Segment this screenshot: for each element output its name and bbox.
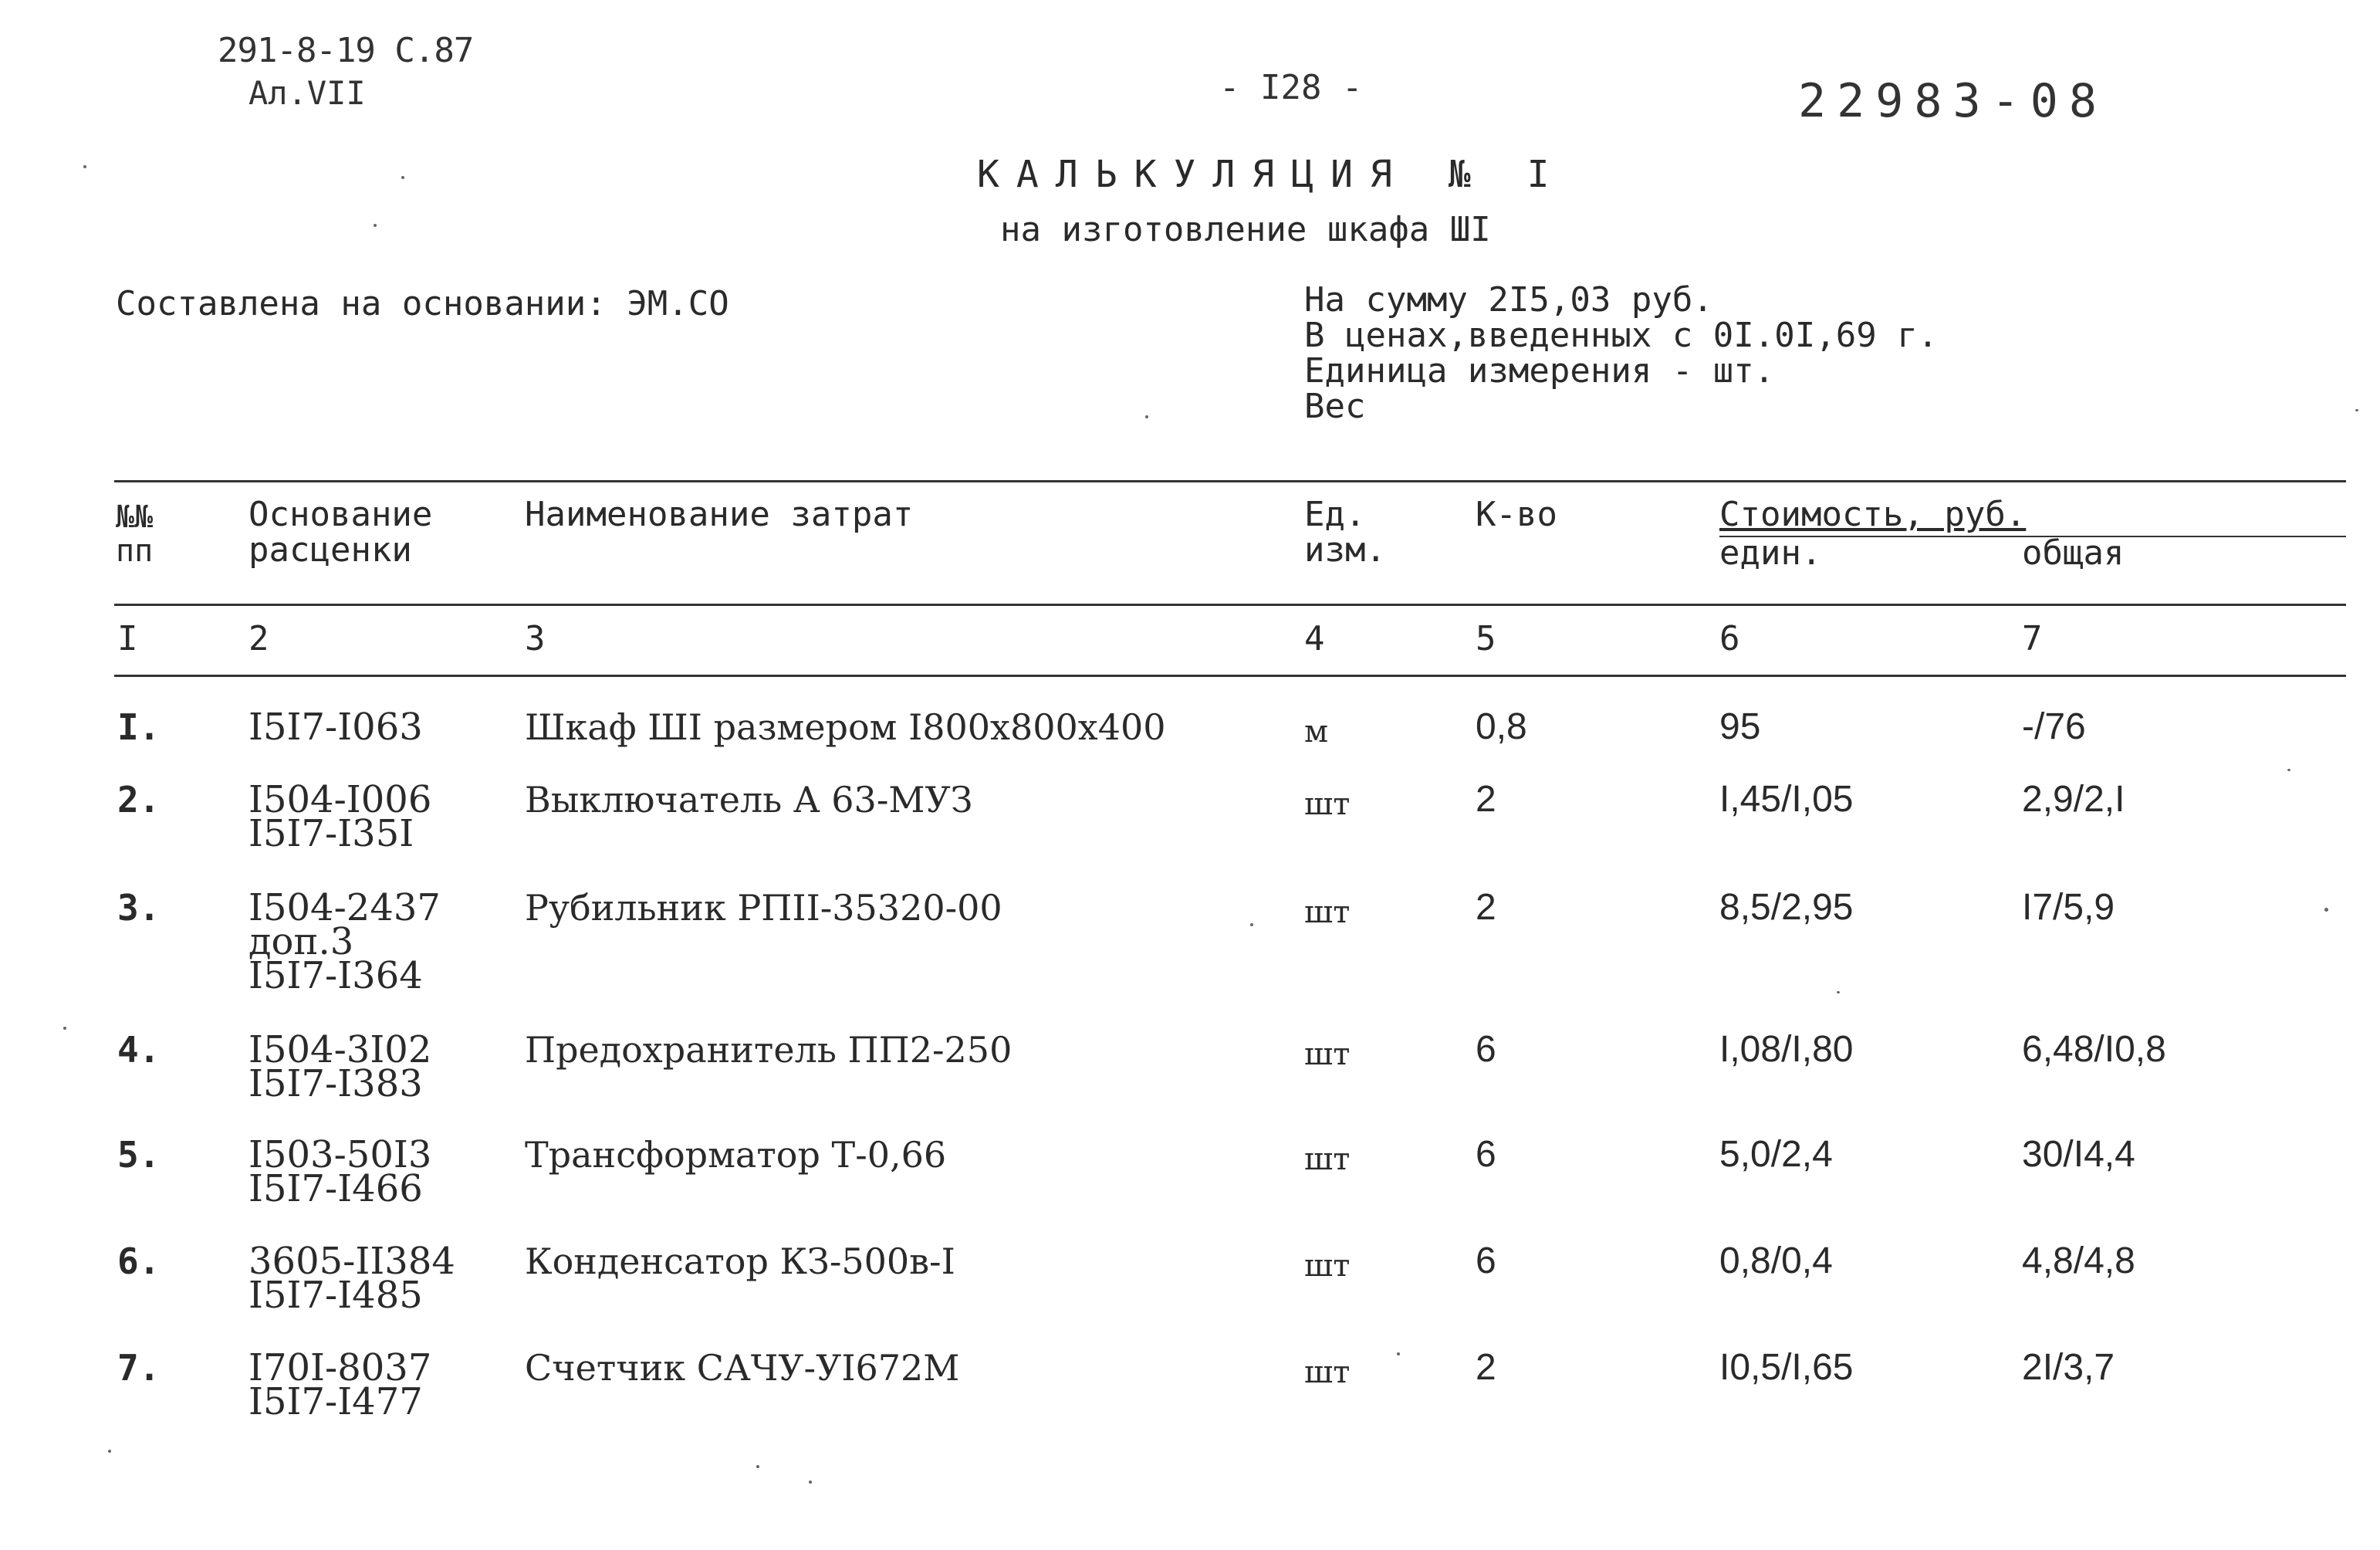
row-unit: шт (1304, 1142, 1351, 1177)
row-unit-cost: I0,5/I,65 (1719, 1347, 1854, 1388)
scan-speck (2287, 769, 2290, 771)
compiled-basis: Составлена на основании: ЭМ.СО (116, 284, 729, 323)
row-unit: шт (1304, 1355, 1351, 1390)
row-name: Трансформатор Т-0,66 (525, 1134, 947, 1176)
basis-code: I504-3I02 (248, 1028, 432, 1071)
header-num-line2: пп (116, 533, 154, 569)
column-number: 2 (248, 619, 269, 658)
scan-speck (401, 176, 404, 179)
row-unit: шт (1304, 895, 1351, 930)
scan-speck (63, 1027, 66, 1030)
basis-code: I70I-8037 (248, 1346, 432, 1389)
scan-speck (108, 1450, 111, 1453)
row-unit: м (1304, 714, 1329, 750)
row-unit-cost: I,45/I,05 (1719, 779, 1854, 820)
header-unit-line2: изм. (1304, 530, 1386, 570)
row-name: Конденсатор КЗ-500в-I (525, 1240, 955, 1282)
row-basis (248, 1028, 432, 1105)
row-number: 7. (117, 1347, 161, 1389)
row-quantity: 6 (1476, 1029, 1496, 1070)
row-quantity: 2 (1476, 779, 1496, 820)
row-total-cost: 6,48/I0,8 (2022, 1029, 2166, 1070)
row-name: Предохранитель ПП2-250 (525, 1029, 1013, 1071)
row-unit-cost: 0,8/0,4 (1719, 1240, 1833, 1281)
row-total-cost: -/76 (2022, 706, 2086, 747)
basis-code: I5I7-I485 (248, 1274, 423, 1317)
header-unit-cost: един. (1719, 533, 1822, 573)
header-num-line1: №№ (116, 499, 154, 535)
total-sum: На сумму 2I5,03 руб. (1304, 280, 1713, 320)
scan-speck (2355, 409, 2358, 411)
basis-code: I5I7-I063 (248, 706, 423, 749)
row-name: Выключатель А 63-МУЗ (525, 779, 973, 821)
header-basis-line1: Основание (248, 495, 433, 534)
row-number: 6. (117, 1240, 161, 1282)
header-basis-line2: расценки (248, 530, 412, 570)
page-number: - I28 - (1219, 68, 1363, 107)
basis-code: I5I7-I364 (248, 954, 423, 997)
row-total-cost: 30/I4,4 (2022, 1134, 2135, 1175)
unit-of-measure: Единица измерения - шт. (1304, 351, 1775, 391)
row-name: Шкаф ШI размером I800х800х400 (525, 706, 1166, 748)
row-basis (248, 1240, 455, 1317)
header-cost-name: Наименование затрат (525, 495, 914, 534)
scan-speck (1250, 923, 1253, 926)
header-cost: Стоимость, руб. (1719, 495, 2027, 534)
row-basis (248, 886, 441, 997)
row-quantity: 0,8 (1476, 706, 1527, 747)
scan-speck (1837, 991, 1840, 993)
row-name: Счетчик САЧУ-УI672М (525, 1347, 960, 1389)
column-number: 3 (525, 619, 546, 658)
row-total-cost: 4,8/4,8 (2022, 1240, 2135, 1281)
column-number-rule (114, 675, 2346, 677)
row-unit-cost: 5,0/2,4 (1719, 1134, 1833, 1175)
row-number: 3. (117, 887, 161, 929)
row-number: 5. (117, 1134, 161, 1176)
row-number: 4. (117, 1029, 161, 1071)
row-quantity: 2 (1476, 1347, 1496, 1388)
column-number: 5 (1476, 619, 1496, 658)
row-number: I. (117, 706, 161, 748)
row-basis (248, 1133, 432, 1210)
page-title: КАЛЬКУЛЯЦИЯ № I (977, 153, 1567, 196)
scan-speck (1145, 415, 1148, 418)
row-total-cost: I7/5,9 (2022, 887, 2115, 928)
table-top-rule (114, 480, 2346, 482)
document-code: 291-8-19 С.87 (218, 31, 474, 70)
row-total-cost: 2,9/2,I (2022, 779, 2125, 820)
row-basis (248, 706, 423, 749)
basis-code: 3605-II384 (248, 1240, 455, 1283)
basis-code: доп.3 (248, 920, 354, 963)
row-quantity: 2 (1476, 887, 1496, 928)
document-number: 22983-08 (1798, 74, 2108, 128)
sheet-code: Ал.VII (248, 74, 366, 112)
row-unit: шт (1304, 1037, 1351, 1072)
basis-code: I5I7-I477 (248, 1380, 423, 1423)
row-unit-cost: 95 (1719, 706, 1761, 747)
header-total-cost: общая (2022, 533, 2125, 573)
basis-code: I504-I006 (248, 778, 432, 821)
row-total-cost: 2I/3,7 (2022, 1347, 2115, 1388)
basis-code: I5I7-I383 (248, 1062, 423, 1105)
scan-speck (756, 1465, 759, 1468)
header-quantity: К-во (1476, 495, 1557, 534)
basis-code: I5I7-I35I (248, 812, 414, 855)
header-basis (248, 497, 432, 568)
scan-speck (809, 1481, 812, 1484)
scan-speck (1397, 1352, 1400, 1355)
header-unit-line1: Ед. (1304, 495, 1366, 534)
header-row-number (116, 500, 153, 568)
weight-label: Вес (1304, 387, 1366, 426)
header-bottom-rule (114, 604, 2346, 606)
price-basis: В ценах,введенных с 0I.0I,69 г. (1304, 316, 1939, 355)
row-basis (248, 778, 432, 855)
page-subtitle: на изготовление шкафа ШI (1000, 210, 1491, 249)
row-unit: шт (1304, 1248, 1351, 1284)
scan-speck (374, 224, 377, 227)
row-basis (248, 1346, 432, 1423)
basis-code: I5I7-I466 (248, 1167, 423, 1210)
basis-code: I504-2437 (248, 886, 441, 929)
column-number: 7 (2022, 619, 2043, 658)
basis-code: I503-50I3 (248, 1133, 432, 1176)
column-number: 4 (1304, 619, 1325, 658)
row-quantity: 6 (1476, 1240, 1496, 1281)
row-quantity: 6 (1476, 1134, 1496, 1175)
row-unit-cost: I,08/I,80 (1719, 1029, 1854, 1070)
scan-speck (83, 165, 86, 168)
header-unit (1304, 497, 1386, 568)
row-unit-cost: 8,5/2,95 (1719, 887, 1854, 928)
column-number: I (117, 619, 138, 658)
column-number: 6 (1719, 619, 1740, 658)
scan-speck (2324, 908, 2328, 912)
row-name: Рубильник РПII-35320-00 (525, 887, 1002, 929)
row-unit: шт (1304, 787, 1351, 822)
row-number: 2. (117, 779, 161, 821)
